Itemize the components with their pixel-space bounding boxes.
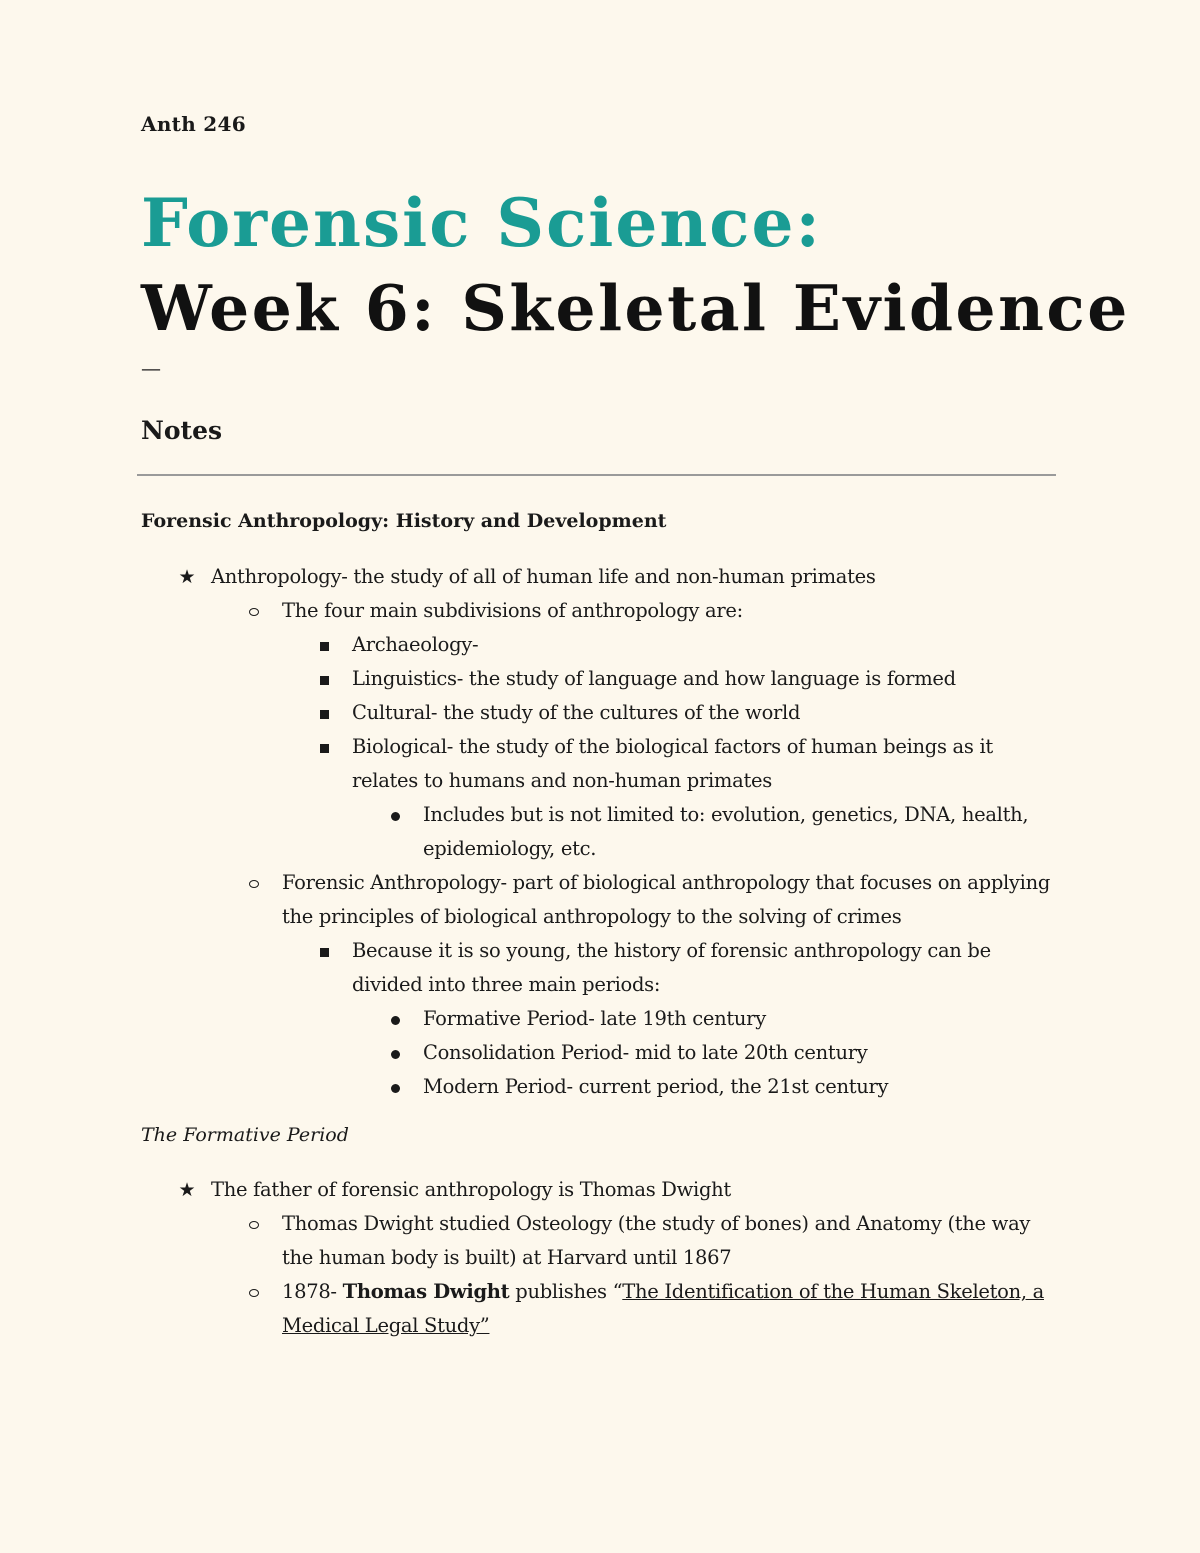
publication-title-link-continued[interactable]: Medical Legal Study” (282, 1314, 490, 1337)
list-item-continuation (282, 1309, 489, 1343)
dot-bullet-icon (384, 1070, 406, 1104)
title-line-1: Forensic Science: (141, 184, 822, 262)
section-heading: Forensic Anthropology: History and Development (141, 510, 667, 532)
list-item: Modern Period- current period, the 21st century (423, 1075, 889, 1098)
publication-year: 1878- (282, 1280, 343, 1303)
list-item-continuation: the principles of biological anthropology to the solving of crimes (282, 905, 902, 928)
list-item: Consolidation Period- mid to late 20th century (423, 1041, 868, 1064)
dot-bullet-icon (384, 798, 406, 832)
list-item: Linguistics- the study of language and how language is formed (352, 667, 956, 690)
star-bullet-icon: ★ (178, 1179, 196, 1201)
subsection-heading: The Formative Period (141, 1124, 349, 1146)
list-item: Forensic Anthropology- part of biological anthropology that focuses on applying (282, 871, 1051, 894)
list-item (282, 1275, 1044, 1309)
publication-author: Thomas Dwight (342, 1280, 510, 1303)
list-item: Archaeology- (352, 633, 479, 656)
list-item-continuation: epidemiology, etc. (423, 837, 597, 860)
dot-bullet-icon (384, 1036, 406, 1070)
list-item: Biological- the study of the biological factors of human beings as it (352, 735, 993, 758)
list-item: Cultural- the study of the cultures of the world (352, 701, 801, 724)
list-item: Because it is so young, the history of forensic anthropology can be (352, 939, 991, 962)
notes-heading: Notes (141, 416, 223, 445)
list-item: Formative Period- late 19th century (423, 1007, 766, 1030)
publication-title-link[interactable]: The Identification of the Human Skeleton, a (622, 1280, 1044, 1303)
list-item: Includes but is not limited to: evolution, genetics, DNA, health, (423, 803, 1029, 826)
horizontal-rule (137, 474, 1056, 476)
list-item: Anthropology- the study of all of human life and non-human primates (211, 565, 876, 588)
list-item-continuation: the human body is built) at Harvard until 1867 (282, 1246, 732, 1269)
course-code: Anth 246 (141, 112, 246, 136)
square-bullet-icon (313, 730, 335, 764)
square-bullet-icon (313, 696, 335, 730)
square-bullet-icon (313, 934, 335, 968)
list-item: The father of forensic anthropology is Thomas Dwight (211, 1178, 731, 1201)
circle-bullet-icon (243, 594, 265, 628)
circle-bullet-icon (243, 1275, 265, 1309)
title-dash: — (141, 356, 161, 380)
dot-bullet-icon (384, 1002, 406, 1036)
publication-verb: publishes “ (509, 1280, 623, 1303)
star-bullet-icon: ★ (178, 566, 196, 588)
list-item: The four main subdivisions of anthropology are: (282, 599, 743, 622)
circle-bullet-icon (243, 866, 265, 900)
list-item: Thomas Dwight studied Osteology (the study of bones) and Anatomy (the way (282, 1212, 1031, 1235)
square-bullet-icon (313, 662, 335, 696)
list-item-continuation: divided into three main periods: (352, 973, 661, 996)
title-line-2: Week 6: Skeletal Evidence (141, 271, 1130, 345)
list-item-continuation: relates to humans and non-human primates (352, 769, 772, 792)
square-bullet-icon (313, 628, 335, 662)
circle-bullet-icon (243, 1207, 265, 1241)
